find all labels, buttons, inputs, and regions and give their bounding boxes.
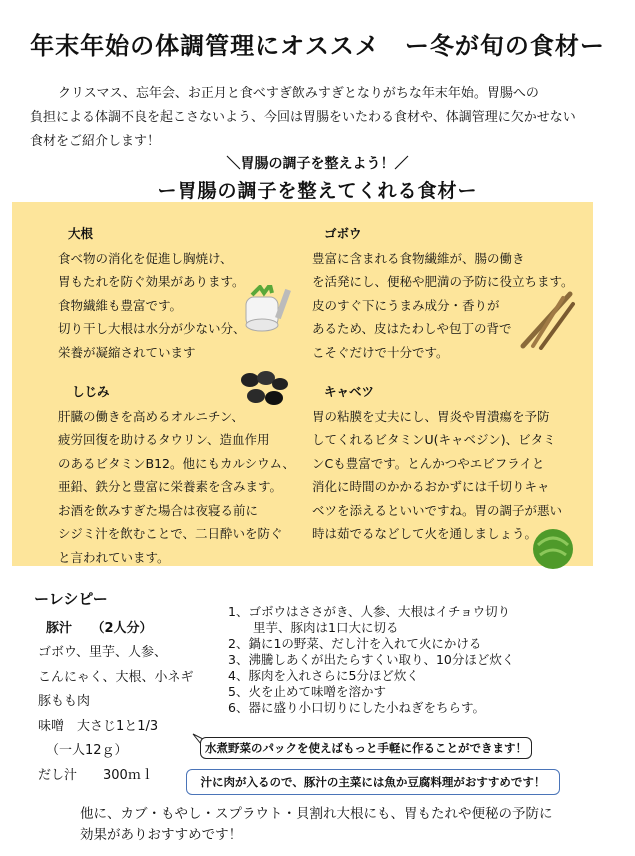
food-text-line: こそぐだけで十分です。 [312,344,449,360]
food-text-line: ベツを添えるといいですね。胃の調子が悪い [312,502,563,518]
food-text-line: ンCも豊富です。とんかつやエビフライと [312,455,545,471]
recipe-step: 1、ゴボウはささがき、人参、大根はイチョウ切り [228,604,511,619]
daikon-icon [240,285,295,335]
food-block-daikon [58,222,246,364]
section-subheading-small: ＼胃腸の調子を整えよう！／ [226,156,409,172]
cabbage-icon [528,525,578,569]
food-text-line: を活発にし、便秘や肥満の予防に役立ちます。 [312,274,574,289]
recipe-step: 2、鍋に1の野菜、だし汁を入れて火にかける [228,636,482,651]
food-text-line: のあるビタミンB12。他にもカルシウム、 [58,455,295,471]
food-text-line: あるため、皮はたわしや包丁の背で [312,321,512,336]
food-block-shijimi [58,380,295,569]
recipe-step: 5、火を止めて味噌を溶かす [228,684,386,699]
tip-note-box: 汁に肉が入るので、豚汁の主菜には魚か豆腐料理がおすすめです！ [186,769,560,795]
recipe-dish: 豚汁 （2人分） [46,621,153,636]
recipe-step: 里芋、豚肉は1口大に切る [228,620,399,635]
closing-paragraph [80,804,600,846]
food-name: ゴボウ [324,226,362,241]
food-block-cabbage [312,380,562,546]
recipe-heading: ーレシピー [34,590,108,608]
food-text-line: 胃の粘膜を丈夫にし、胃炎や胃潰瘍を予防 [312,408,550,424]
ingredient-list [38,641,193,788]
ingredient-item: 味噌 大さじ1と1/3 [38,718,159,734]
food-name: 大根 [68,226,94,241]
food-text-line: シジミ汁を飲むことで、二日酔いを防ぐ [58,526,283,541]
recipe-step: 6、器に盛り小口切りにした小ねぎをちらす。 [228,700,485,715]
intro-line: クリスマス、忘年会、お正月と食べすぎ飲みすぎとなりがちな年末年始。胃腸への [58,86,539,101]
closing-line: 効果がありおすすめです！ [80,827,243,843]
food-text-line: 食物繊維も豊富です。 [58,297,183,313]
ingredient-item: 豚もも肉 [38,694,91,709]
ingredient-item: だし汁 300ｍｌ [38,767,154,783]
food-text-line: 亜鉛、鉄分と豊富に栄養素を含みます。 [58,479,283,494]
ingredient-item: （一人12ｇ） [46,743,128,758]
food-text-line: 切り干し大根は水分が少ない分、 [58,321,246,336]
food-text-line: と言われています。 [58,549,170,565]
food-text-line: 胃もたれを防ぐ効果があります。 [58,274,245,289]
food-text-line: 肝臓の働きを高めるオルニチン、 [58,408,244,424]
recipe-step: 3、沸騰しあくが出たらすくい取り、10分ほど炊く [228,652,515,667]
page-title: 年末年始の体調管理にオススメ ー冬が旬の食材ー [30,32,605,60]
food-text-line: してくれるビタミンU(キャベジン)、ビタミ [312,432,556,447]
food-text-line: 皮のすぐ下にうまみ成分・香りが [312,297,500,313]
food-text-line: 消化に時間のかかるおかずには千切りキャ [312,479,550,494]
food-name: しじみ [72,384,110,399]
food-text-line: 疲労回復を助けるタウリン、造血作用 [58,432,270,447]
food-text-line: 時は茹でるなどして火を通しましょう。 [312,526,538,541]
closing-line: 他に、カブ・もやし・スプラウト・貝割れ大根にも、胃もたれや便秘の予防に [80,806,553,822]
ingredient-item: ゴボウ、里芋、人参、 [38,645,167,660]
clam-icon [238,368,290,408]
tip-speech-bubble: 水煮野菜のパックを使えばもっと手軽に作ることができます！ [200,737,532,759]
food-text-line: 豊富に含まれる食物繊維が、腸の働き [312,250,525,266]
food-text-line: お酒を飲みすぎた場合は夜寝る前に [58,502,259,518]
ingredient-item: こんにゃく、大根、小ネギ [38,669,194,685]
recipe-steps [228,604,514,716]
food-name: キャベツ [324,384,375,399]
recipe-step: 4、豚肉を入れさらに5分ほど炊く [228,668,419,683]
intro-line: 負担による体調不良を起こさないよう、今回は胃腸をいたわる食材や、体調管理に欠かせない [30,110,576,125]
burdock-icon [515,290,575,350]
intro-line: 食材をご紹介します！ [30,134,161,149]
food-text-line: 食べ物の消化を促進し胸焼け、 [58,250,233,266]
intro-paragraph [30,82,610,154]
food-text-line: 栄養が凝縮されています [58,344,196,360]
section-subheading: ー胃腸の調子を整えてくれる食材ー [157,180,478,202]
